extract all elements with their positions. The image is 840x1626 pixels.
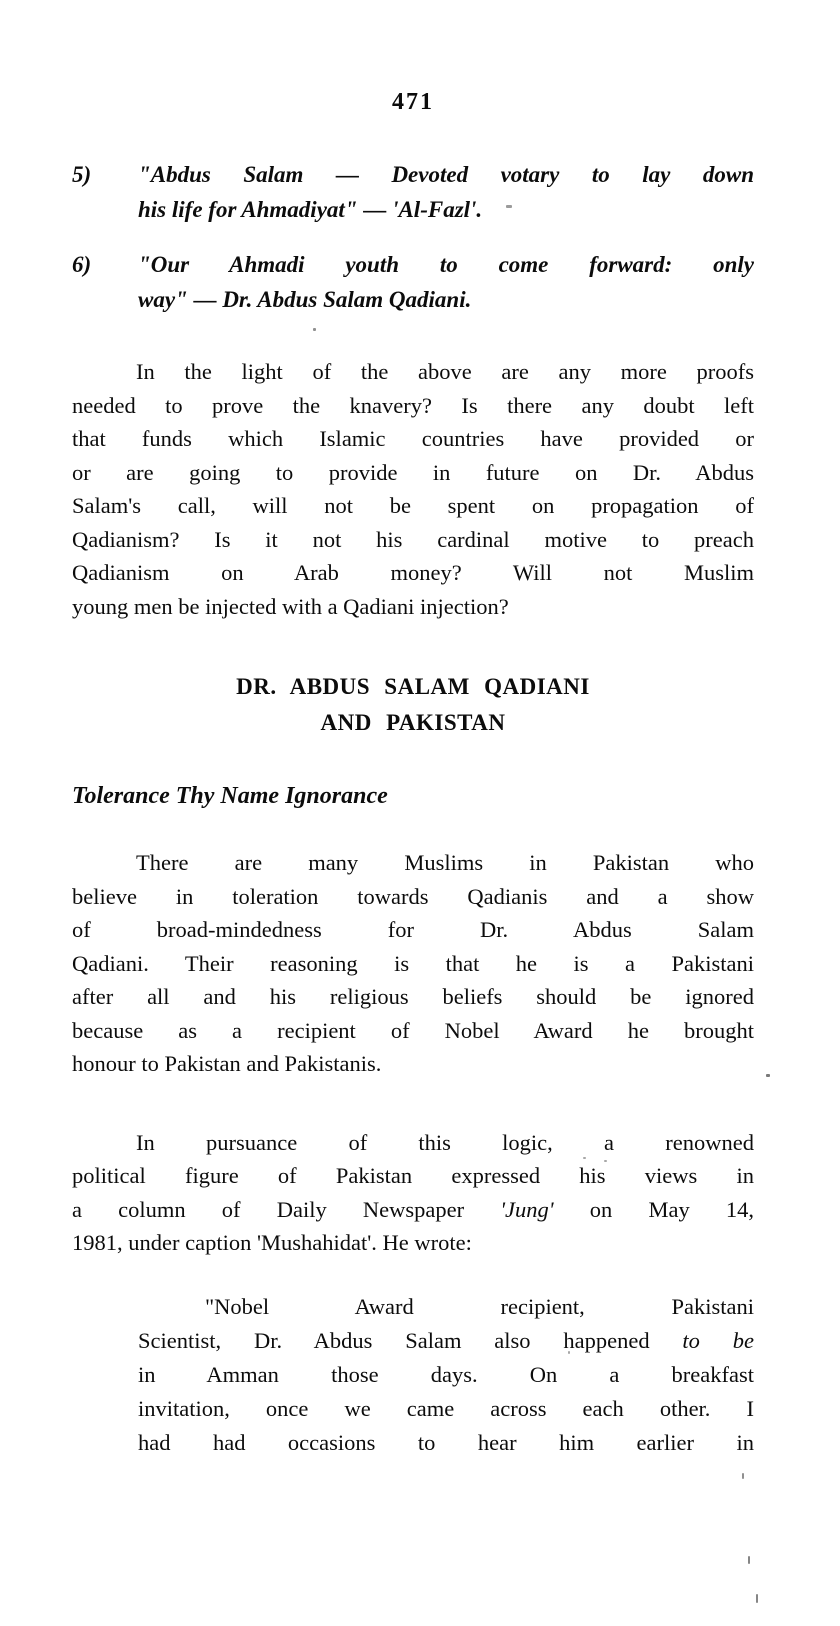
scan-artifact bbox=[506, 205, 512, 208]
scan-artifact bbox=[568, 1351, 570, 1354]
scan-artifact bbox=[742, 1473, 744, 1479]
text-line: had had occasions to hear him earlier in bbox=[138, 1429, 754, 1455]
text-line: or are going to provide in future on Dr. Abdus bbox=[72, 459, 754, 485]
text-line: Qadiani. Their reasoning is that he is a Pakistani bbox=[72, 950, 754, 976]
text-line: political figure of Pakistan expressed his views in bbox=[72, 1163, 754, 1188]
text-line: Qadianism on Arab money? Will not Muslim bbox=[72, 560, 754, 585]
text-line: In pursuance of this logic, a renowned bbox=[136, 1129, 754, 1155]
book-page bbox=[0, 86, 840, 1626]
text-line: after all and his religious beliefs should be ignored bbox=[72, 984, 754, 1009]
text-line: believe in toleration towards Qadianis and a show bbox=[72, 883, 754, 909]
text-line: needed to prove the knavery? Is there any doubt left bbox=[72, 392, 754, 418]
list-item-marker: 6) bbox=[72, 252, 92, 277]
section-subheading: Tolerance Thy Name Ignorance bbox=[72, 783, 388, 809]
section-heading-line-1: DR. ABDUS SALAM QADIANI bbox=[236, 674, 590, 699]
paragraph-3 bbox=[72, 1126, 754, 1260]
text-line: 1981, under caption 'Mushahidat'. He wrote: bbox=[72, 1230, 472, 1255]
text-line: his life for Ahmadiyat" — 'Al-Fazl'. bbox=[138, 196, 483, 222]
text-line: way" — Dr. Abdus Salam Qadiani. bbox=[138, 286, 472, 312]
text-line: young men be injected with a Qadiani injection? bbox=[72, 593, 509, 619]
scan-artifact bbox=[766, 1074, 770, 1077]
text-line: There are many Muslims in Pakistan who bbox=[136, 850, 754, 875]
scan-artifact bbox=[583, 1157, 586, 1159]
text-line: honour to Pakistan and Pakistanis. bbox=[72, 1051, 382, 1076]
text-line: because as a recipient of Nobel Award he brought bbox=[72, 1017, 754, 1043]
scan-artifact bbox=[604, 1160, 607, 1162]
text-line: that funds which Islamic countries have provided or bbox=[72, 426, 754, 451]
text-line: in Amman those days. On a breakfast bbox=[138, 1361, 754, 1387]
paragraph-1 bbox=[72, 355, 754, 623]
text-line: a column of Daily Newspaper 'Jung' on May 14, bbox=[72, 1196, 754, 1222]
list-item-marker: 5) bbox=[72, 162, 92, 187]
text-line: Salam's call, will not be spent on propagation of bbox=[72, 493, 754, 518]
section-heading bbox=[72, 669, 754, 741]
page-number: 471 bbox=[392, 89, 434, 115]
text-line: Qadianism? Is it not his cardinal motive to preach bbox=[72, 526, 754, 552]
text-line: "Nobel Award recipient, Pakistani bbox=[205, 1293, 754, 1319]
text-line: of broad-mindedness for Dr. Abdus Salam bbox=[72, 917, 754, 942]
list-item-text bbox=[138, 248, 754, 317]
text-line: "Abdus Salam — Devoted votary to lay down bbox=[138, 162, 754, 187]
numbered-quote-list bbox=[72, 158, 754, 317]
scan-artifact bbox=[313, 328, 316, 331]
scan-artifact bbox=[756, 1594, 758, 1603]
list-item-6 bbox=[72, 248, 754, 317]
paragraph-2 bbox=[72, 846, 754, 1081]
text-line: Scientist, Dr. Abdus Salam also happened to be bbox=[138, 1327, 754, 1353]
quote-paragraph bbox=[138, 1290, 754, 1460]
list-item-5 bbox=[72, 158, 754, 227]
text-line: "Our Ahmadi youth to come forward: only bbox=[138, 252, 754, 277]
scan-artifact bbox=[748, 1556, 750, 1564]
list-item-text bbox=[138, 158, 754, 227]
section-heading-line-2: AND PAKISTAN bbox=[320, 710, 506, 735]
text-line: In the light of the above are any more proofs bbox=[136, 359, 754, 384]
text-line: invitation, once we came across each other. I bbox=[138, 1395, 754, 1421]
